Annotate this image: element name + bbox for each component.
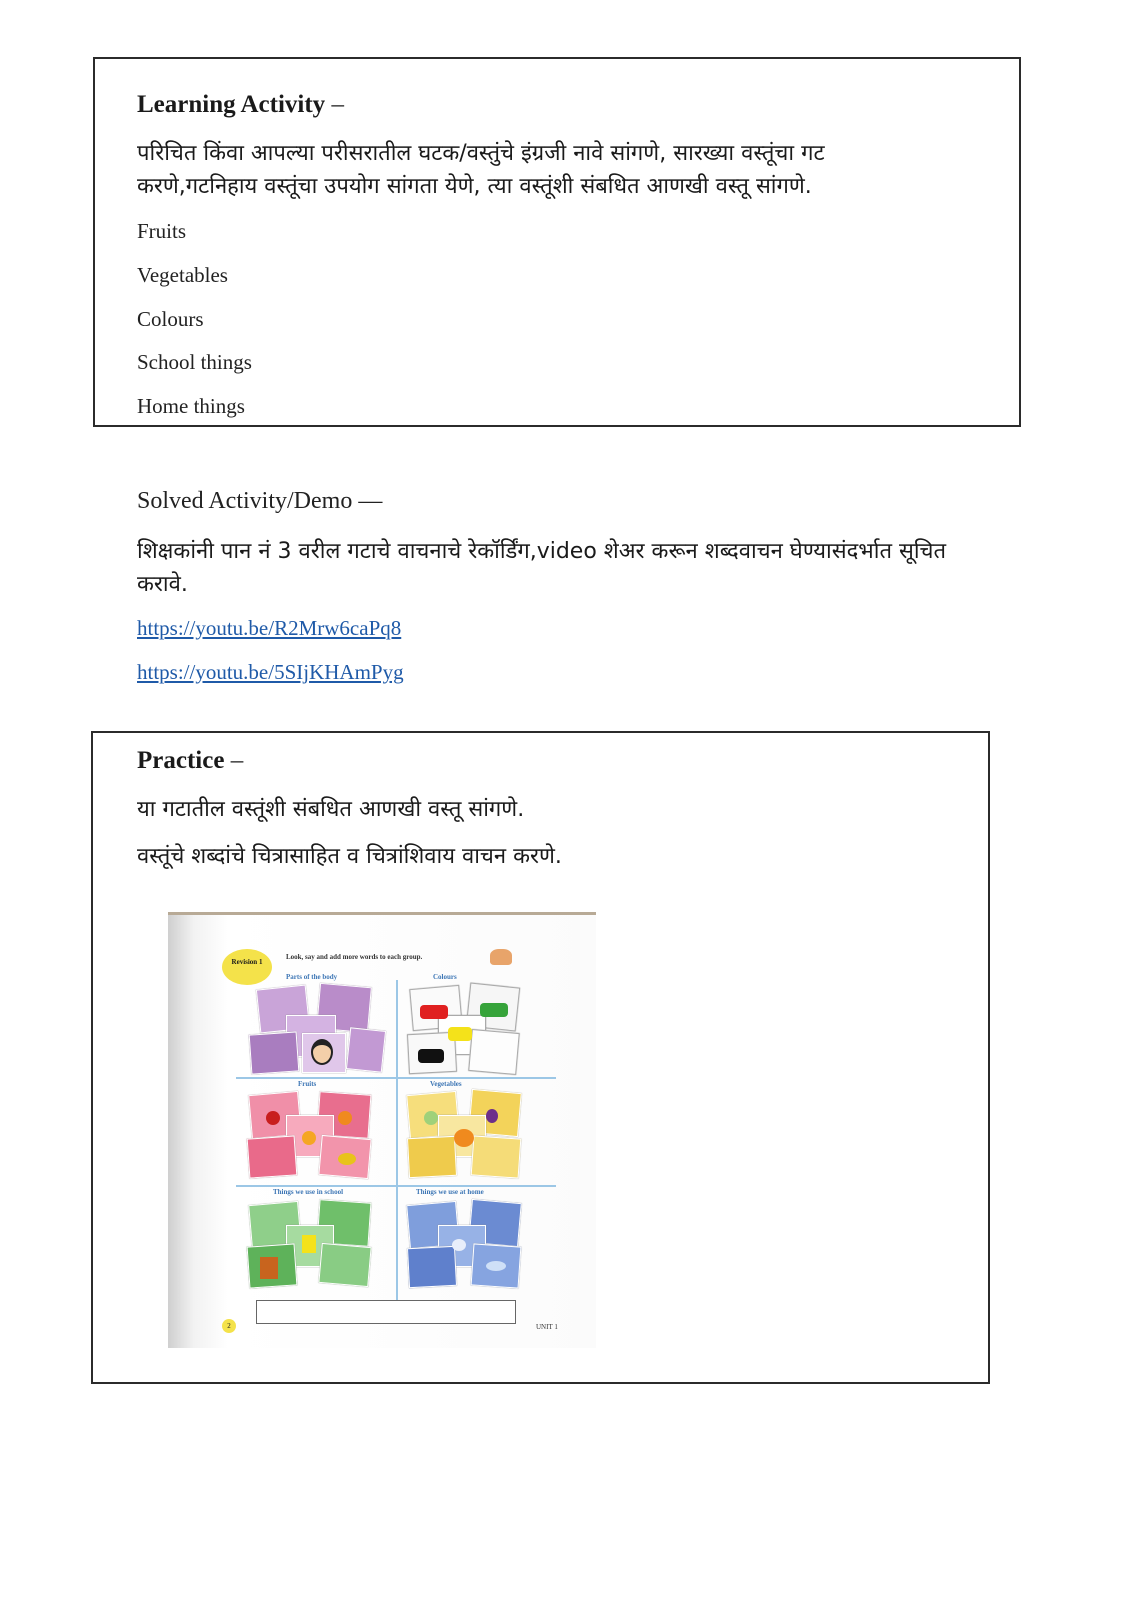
solved-activity-line-2: करावे. bbox=[137, 572, 188, 597]
group-label-fruits: Fruits bbox=[298, 1080, 317, 1088]
card-home-4 bbox=[407, 1246, 457, 1288]
divider-horizontal-1 bbox=[236, 1077, 556, 1079]
orange-icon bbox=[338, 1111, 352, 1125]
card-fruit-4 bbox=[247, 1135, 298, 1178]
card-colour-5 bbox=[468, 1029, 519, 1075]
papaya-icon bbox=[338, 1153, 356, 1165]
cabbage-icon bbox=[424, 1111, 438, 1125]
list-item-colours: Colours bbox=[137, 307, 204, 331]
book-page-number: 2 bbox=[222, 1319, 236, 1333]
group-label-colours: Colours bbox=[433, 973, 457, 981]
learning-activity-heading bbox=[137, 91, 344, 119]
apple-icon bbox=[266, 1111, 280, 1125]
practice-line-2: वस्तूंचे शब्दांचे चित्रासाहित व चित्रांशिवाय वाचन करणे. bbox=[137, 844, 562, 869]
learning-intro-line-1: परिचित किंवा आपल्या परीसरातील घटक/वस्तुंचे इंग्रजी नावे सांगणे, सारख्या वस्तूंचा गट bbox=[137, 141, 825, 166]
learning-activity-title: Learning Activity bbox=[137, 91, 326, 118]
practice-heading bbox=[137, 747, 243, 775]
solved-activity-line-1: शिक्षकांनी पान नं 3 वरील गटाचे वाचनाचे रेकॉर्डिंग,video शेअर करून शब्दवाचन घेण्यासंदर्भात सूचित bbox=[137, 539, 947, 564]
list-item-fruits: Fruits bbox=[137, 219, 187, 243]
solved-activity-title: Solved Activity/Demo — bbox=[137, 488, 383, 514]
book-unit-label: UNIT 1 bbox=[536, 1323, 558, 1331]
red-swatch bbox=[420, 1005, 448, 1019]
learning-intro-line-2: करणे,गटनिहाय वस्तूंचा उपयोग सांगता येणे, त्या वस्तूंशी संबधित आणखी वस्तू सांगणे. bbox=[137, 174, 812, 199]
card-veg-4 bbox=[407, 1136, 457, 1178]
practice-line-1: या गटातील वस्तूंशी संबधित आणखी वस्तू सांगणे. bbox=[137, 797, 525, 822]
brinjal-icon bbox=[486, 1109, 498, 1123]
divider-vertical bbox=[396, 980, 398, 1305]
group-label-body: Parts of the body bbox=[286, 973, 338, 981]
group-label-home: Things we use at home bbox=[416, 1188, 484, 1196]
list-item-school-things: School things bbox=[137, 350, 252, 374]
card-veg-5 bbox=[471, 1135, 522, 1178]
bag-icon bbox=[302, 1235, 316, 1253]
child-face-icon bbox=[490, 949, 512, 965]
dish-icon bbox=[486, 1261, 506, 1271]
list-item-vegetables: Vegetables bbox=[137, 263, 228, 287]
video-link-1[interactable]: https://youtu.be/R2Mrw6caPq8 bbox=[137, 616, 402, 640]
practice-title: Practice bbox=[137, 747, 225, 774]
card-body-4 bbox=[249, 1031, 300, 1074]
pumpkin-icon bbox=[454, 1129, 474, 1147]
bowl-icon bbox=[452, 1239, 466, 1251]
book-icon bbox=[260, 1257, 278, 1279]
group-label-vegetables: Vegetables bbox=[430, 1080, 462, 1088]
divider-horizontal-2 bbox=[236, 1185, 556, 1187]
list-item-home-things: Home things bbox=[137, 394, 245, 418]
card-school-5 bbox=[318, 1243, 371, 1287]
heading-dash: – bbox=[230, 747, 244, 774]
video-link-2[interactable]: https://youtu.be/5SIjKHAmPyg bbox=[137, 660, 404, 684]
black-swatch bbox=[418, 1049, 444, 1063]
card-body-6 bbox=[346, 1027, 386, 1073]
mango-icon bbox=[302, 1131, 316, 1145]
book-instruction: Look, say and add more words to each group. bbox=[286, 953, 423, 961]
revision-badge: Revision 1 bbox=[222, 949, 272, 985]
instruction-note-box bbox=[256, 1300, 516, 1324]
green-swatch bbox=[480, 1003, 508, 1017]
group-label-school: Things we use in school bbox=[273, 1188, 344, 1196]
heading-dash: – bbox=[331, 91, 344, 118]
textbook-page-image bbox=[168, 912, 596, 1348]
yellow-swatch bbox=[448, 1027, 472, 1041]
face-icon bbox=[311, 1039, 333, 1065]
